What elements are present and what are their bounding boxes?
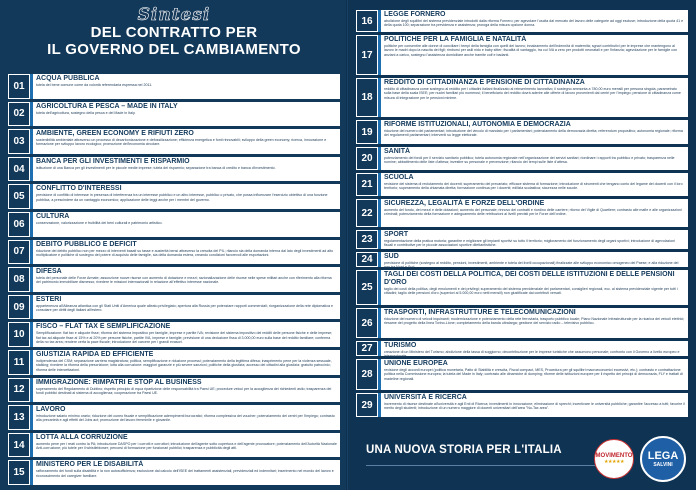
- program-item: [356, 35, 688, 75]
- item-box: [30, 74, 340, 99]
- item-title: POLITICHE PER LA FAMIGLIA E NATALITÀ: [384, 36, 527, 43]
- item-text: aumento del fondo, dei mezzi e delle dotazioni; aumento del personale; rinnovo dei contratti e riordino delle carriere; ritorno del Vigile di Quartiere; contrasto alle mafie e alle organizzazioni criminali; potenziamento della formazione e adeguamento delle retribuzioni ai livelli previsti per le Forze dell'ordine.: [384, 208, 682, 217]
- item-text: aumento pene per i reati contro la PA; introduzione DASPO per i corrotti e corruttori; introduzione dell'agente sotto copertura e dell'agente provocatore; potenziamento dell'Autorità Nazionale Anti-corruzione; più tutele per il whistleblower; percorsi di formazione per funzionari pubblici; trasparenza e pubblicità degli atti.: [36, 441, 337, 451]
- item-box: [30, 267, 340, 292]
- item-title: SPORT: [384, 231, 409, 238]
- program-item: [8, 322, 340, 347]
- item-title: TURISMO: [384, 342, 417, 349]
- item-text: potenziamento dei fondi per il servizio sanitario pubblico; tutela autonomia regionale nell'organizzazione dei servizi sanitari; riordinare i rapporti tra pubblico e privato; trasparenza nelle nomine; abbattimento delle liste d'attesa; investire su personale e prevenzione; rilancio dei tempi sulle liste d'attesa.: [384, 156, 675, 165]
- lega-logo-text: LEGA: [647, 449, 679, 462]
- item-box: [378, 35, 688, 75]
- item-text: istituzione di una Banca per gli investimenti per le piccole medie imprese; tutela del risparmio; separazione tra banca di credito e banca d'investimento.: [36, 165, 276, 170]
- item-text: riduzione del numero di veicoli inquinanti; modernizzazione e potenziamento della rete ferroviaria, trasporto pubblico locale; Piano Nazionale Infrastrutturale per la ricarica dei veicoli elettrici; riesame del progetto della linea Torino-Lione; completamento della banda ultralarga; gestione del servizio radio – televisivo pubblico.: [384, 317, 685, 326]
- item-title: UNIVERSITÀ E RICERCA: [384, 394, 467, 401]
- item-number: 07: [8, 240, 30, 265]
- item-text: superamento del Regolamento di Dublino; rispetto principio di equa ripartizione delle responsabilità tra Paesi UE; procedure veloci per la accoglienza dei richiedenti asilo; trasparenza dei fondi pubblici destinati al sistema di accoglienza; cooperazione tra Paesi UE.: [36, 386, 332, 395]
- item-title: ESTERI: [36, 295, 62, 303]
- item-number: 01: [8, 74, 30, 99]
- lega-logo: [640, 436, 686, 482]
- item-box: [30, 322, 340, 347]
- item-box: [30, 157, 340, 182]
- item-text: rafforzamento dei fondi sulla disabilità e la non autosufficienza; esclusione dal calcolo dell'ISEE dei trattamenti assistenziali, previdenziali ed indennitari; inserimento nel mondo del lavoro e riconoscimento del caregiver familiare.: [36, 469, 334, 478]
- item-number: 14: [8, 433, 30, 458]
- program-item: [8, 102, 340, 127]
- item-text: taglio dei costi della politica, degli emolumenti e dei privilegi; superamento del sistema previdenziale dei parlamentari, consiglieri regionali, ecc. al sistema previdenziale vigente per tutti i cittadini; taglio delle pensioni d'oro (superiori ai 5.000,00 euro netti mensili) non giustificate dai contributi versati.: [384, 287, 678, 296]
- item-number: 05: [8, 184, 30, 209]
- item-number: 28: [356, 359, 378, 390]
- item-box: [378, 199, 688, 227]
- item-box: [30, 184, 340, 209]
- program-item: [8, 184, 340, 209]
- item-text: tutela del personale delle Forze Armate; assunzione nuove risorse con aumento di dotazione e mezzi; razionalizzazione delle risorse nelle spese militari anche con riferimento alla riforma del patrimonio immobiliare dismesso; rivedere le missioni internazionali in relazione all'effettivo interesse nazionale.: [36, 276, 332, 285]
- item-text: previsione di conflitto di interesse in presenza di interferenza tra un interesse pubblico e un altro interesse, pubblico o privato, che possa influenzare l'esercizio obiettivo di una funzione pubblica, a prescindere da un vantaggio economico; applicazione delle leggi anche per i membri del governo.: [36, 193, 328, 202]
- item-text: revisione del sistema di reclutamento dei docenti; superamento del precariato; efficace sistema di formazione; introduzione di strumenti che tengano conto del legame dei docenti con il loro territorio; superamento della chiamata diretta; formazione continua per i docenti; edilizia scolastica; sicurezza nelle scuole.: [384, 182, 683, 191]
- item-title: TRASPORTI, INFRASTRUTTURE E TELECOMUNICAZIONI: [384, 309, 576, 316]
- item-box: [30, 350, 340, 375]
- item-title: SANITÀ: [384, 148, 411, 155]
- item-box: [30, 129, 340, 154]
- program-item: [8, 157, 340, 182]
- m5s-stars-icon: ★★★★★: [604, 459, 624, 465]
- program-item: [356, 341, 688, 359]
- item-number: 27: [356, 341, 378, 356]
- item-box: [378, 10, 688, 32]
- item-number: 26: [356, 308, 378, 338]
- program-item: [8, 295, 340, 320]
- program-item: [8, 129, 340, 154]
- item-box: [378, 393, 688, 417]
- item-title: LEGGE FORNERO: [384, 11, 446, 18]
- item-box: [30, 102, 340, 127]
- item-number: 23: [356, 230, 378, 249]
- item-title: LAVORO: [36, 406, 66, 414]
- item-title: TAGLI DEI COSTI DELLA POLITICA, DEI COSTI DELLE ISTITUZIONI E DELLE PENSIONI D'ORO: [384, 271, 675, 286]
- header-sintesi: Sintesi: [137, 5, 211, 25]
- program-item: [356, 252, 688, 270]
- item-number: 21: [356, 173, 378, 196]
- item-title: CULTURA: [36, 213, 70, 220]
- item-number: 13: [8, 405, 30, 430]
- item-text: tutela del bene comune come da volontà referendaria espressa nel 2011.: [36, 83, 153, 87]
- program-item: [356, 10, 688, 32]
- program-item: [356, 78, 688, 117]
- footer-title: UNA NUOVA STORIA PER L'ITALIA: [366, 444, 562, 456]
- program-item: [356, 199, 688, 227]
- item-number: 18: [356, 78, 378, 117]
- item-title: LOTTA ALLA CORRUZIONE: [36, 433, 128, 441]
- item-text: indipendenza del CSM; separazione carriera magistratura; politica, semplificazione e riduzione processi; potenziamento della legittima difesa; inasprimento pene per la violenza sessuale, stalking; rivedere la riforma della prescrizione; lotta alla corruzione: maggiori garanzie e più severe sanzioni; politiche della giustizia; accesso dei cittadini alla giustizia: gratuito patrocinio; riforma delle intercettazioni.: [36, 359, 332, 372]
- item-box: [378, 252, 688, 270]
- item-number: 29: [356, 393, 378, 417]
- m5s-logo: [594, 439, 634, 479]
- item-title: MINISTERO PER LE DISABILITÀ: [36, 461, 144, 469]
- item-title: AMBIENTE, GREEN ECONOMY E RIFIUTI ZERO: [36, 130, 194, 138]
- item-text: reddito di cittadinanza come sostegno al reddito per i cittadini italiani finalizzato al reinserimento lavorativo; il sostegno ammonta a 780,00 euro mensili per persona singola, parametrato sulla base della scala ISEE; per nuclei familiari più numerosi; il beneficiario del reddito dovrà aderire alle offerte di lavoro provenienti dai centri per l'impiego; pensione di cittadinanza come misura di integrazione per le pensioni minime.: [384, 87, 681, 100]
- item-title: BANCA PER GLI INVESTIMENTI E RISPARMIO: [36, 157, 190, 165]
- item-box: [30, 405, 340, 430]
- item-box: [378, 341, 688, 359]
- item-number: 06: [8, 212, 30, 237]
- footer-divider: [366, 465, 596, 466]
- program-item: [356, 393, 688, 417]
- item-box: [378, 173, 688, 196]
- program-item: [8, 267, 340, 292]
- program-item: [356, 270, 688, 305]
- program-item: [356, 120, 688, 144]
- item-title: CONFLITTO D'INTERESSI: [36, 185, 122, 193]
- program-item: [356, 147, 688, 170]
- item-box: [30, 295, 340, 320]
- item-title: REDDITO DI CITTADINANZA E PENSIONE DI CITTADINANZA: [384, 79, 585, 86]
- item-number: 24: [356, 252, 378, 267]
- item-title: AGRICOLTURA E PESCA – MADE IN ITALY: [36, 102, 178, 110]
- program-item: [8, 378, 340, 403]
- item-box: [378, 308, 688, 338]
- item-number: 08: [8, 267, 30, 292]
- item-number: 02: [8, 102, 30, 127]
- item-box: [30, 240, 340, 265]
- item-text: previsione di politiche (sostegno al reddito, pensioni, investimenti, ambiente e tutela dei livelli occupazionali) finalizzate alle sviluppo economico omogeneo del Paese; e alla riduzione del gap tra Nord e Sud.: [384, 261, 679, 270]
- item-number: 17: [356, 35, 378, 75]
- program-item: [356, 359, 688, 390]
- item-title: ACQUA PUBBLICA: [36, 75, 100, 82]
- item-box: [30, 460, 340, 485]
- program-item: [356, 173, 688, 196]
- item-number: 09: [8, 295, 30, 320]
- item-text: riduzione del numero dei parlamentari; introduzione del vincolo di mandato per i parlamentari; potenziamento della democrazia diretta; referendum propositivo; autonomia regionale; riforma dei regolamenti parlamentari; interventi su legge elettorale.: [384, 129, 683, 138]
- item-number: 04: [8, 157, 30, 182]
- item-title: RIFORME ISTITUZIONALI, AUTONOMIA E DEMOCRAZIA: [384, 121, 571, 128]
- item-number: 25: [356, 270, 378, 305]
- item-text: tutela dell'agricoltura, sostegno della pesca e del Made in Italy.: [36, 110, 136, 115]
- program-item: [8, 350, 340, 375]
- program-item: [8, 433, 340, 458]
- party-logos: [594, 436, 686, 482]
- item-box: [378, 78, 688, 117]
- item-text: creazione di un Ministero del Turismo; abolizione della tassa di soggiorno; decontribuzione per le imprese turistiche che assumono personale; confronto con il Governo a livello europeo e internazionale.: [384, 350, 680, 359]
- item-number: 12: [8, 378, 30, 403]
- item-text: riduzione del debito pubblico non per mezzo di interventi basati su tasse e austerità bensì attraverso la crescita del PIL; rilancio sia della domanda interna dal lato degli investimenti ad alto moltiplicatore e politiche di sostegno del potere di acquisto delle famiglie, sia della domanda estera, creando condizioni favorevoli alle esportazioni.: [36, 248, 334, 257]
- item-title: IMMIGRAZIONE: RIMPATRI E STOP AL BUSINESS: [36, 378, 202, 386]
- program-item: [8, 74, 340, 99]
- program-item: [356, 308, 688, 338]
- item-title: DIFESA: [36, 268, 62, 276]
- item-text: revisione degli accordi europei (politica monetaria, Patto di Stabilità e crescita, Fiscal compact, MES, Procedura per gli squilibri macroeconomici eccessivi, etc.); contrasto e contrattazione politica nella Commissione europea; la tutela del Made in Italy; contrasto alle dinamiche di dumping; riforme delle istituzioni europee per il rispetto dei principi di democrazia, FLY e trattati di madeline regionali.: [384, 368, 683, 381]
- item-title: UNIONE EUROPEA: [384, 360, 448, 367]
- item-box: [30, 433, 340, 458]
- item-title: SICUREZZA, LEGALITÀ E FORZE DELL'ORDINE: [384, 200, 545, 207]
- item-text: appartenenza all'Alleanza atlantica con gli Stati Uniti d'America quale alleato privilegiato; apertura alla Russia per potenziare rapporti commerciali; riorganizzazione della rete diplomatica e consolare per diritti degli italiani all'estero.: [36, 303, 334, 313]
- item-text: conservazione, valorizzazione e fruibilità dei beni culturali e patrimonio artistico.: [36, 221, 163, 225]
- item-number: 22: [356, 199, 378, 227]
- program-item: [8, 240, 340, 265]
- item-box: [378, 120, 688, 144]
- item-number: 16: [356, 10, 378, 32]
- item-box: [378, 230, 688, 249]
- item-text: introduzione salario minimo orario; riduzione del cuneo fiscale e semplificazione adempimenti burocratici; riforma complessiva dei voucher; potenziamento dei centri per l'impiego; contrasto alla precarietà e agli effetti del Jobs act; promozione del lavoro femminile e giovanile.: [36, 414, 335, 423]
- item-number: 03: [8, 129, 30, 154]
- item-box: [378, 359, 688, 390]
- salvini-logo-text: SALVINI: [653, 461, 673, 468]
- item-text: Semplificazione: flat tax e aliquote fisse; riforma del sistema impositivo per famiglie, imprese e partite IVA; revisione del sistema impositivo dei redditi delle persone fisiche e delle imprese; flat tax ad aliquote fisse al 15% e al 20% per persone fisiche, partite IVA, imprese e famiglie; previsione di una deduzione fissa di 3.000,00 euro sulla base del reddito familiare; conferma della no tax area; rendere certa la pace fiscale; introduzione del carcere per i grandi evasori.: [36, 331, 333, 344]
- item-number: 15: [8, 460, 30, 485]
- program-item: [356, 230, 688, 249]
- item-title: DEBITO PUBBLICO E DEFICIT: [36, 240, 137, 248]
- header: [8, 0, 340, 62]
- program-item: [8, 212, 340, 237]
- item-box: [30, 212, 340, 237]
- header-title-line1: DEL CONTRATTO PER: [90, 24, 258, 41]
- item-title: FISCO – FLAT TAX E SEMPLIFICAZIONE: [36, 323, 171, 331]
- item-box: [378, 147, 688, 170]
- program-item: [8, 460, 340, 485]
- item-title: SUD: [384, 253, 399, 260]
- right-column: [348, 0, 696, 490]
- item-number: 11: [8, 350, 30, 375]
- program-item: [8, 405, 340, 430]
- m5s-logo-text: MOVIMENTO: [595, 453, 633, 459]
- item-number: 19: [356, 120, 378, 144]
- item-number: 20: [356, 147, 378, 170]
- header-title-line2: IL GOVERNO DEL CAMBIAMENTO: [47, 41, 301, 58]
- item-text: regolamentazione della pratica motoria; garantire e migliorare gli impianti sportivi su tutto il territorio; miglioramento del funzionamento degli organi sportivi; introduzione di agevolazioni fiscali e contributive per le piccole associazioni sportive dilettantistiche.: [384, 239, 676, 248]
- item-text: abolizione degli squilibri del sistema previdenziale introdotti dalla riforma Fornero; per agevolare l'uscita dal mercato del lavoro delle categorie ad oggi escluse; introduzione della quota 41 e della quota 100; separazione tra previdenza e assistenza; proroga della misura opzione donna.: [384, 19, 684, 28]
- item-text: sostenibilità ambientale attraverso un processo di decarbonizzazione e defossilizzazione; efficienza energetica e fonti rinnovabili; sviluppo della green economy; ricerca, innovazione e formazione per sviluppo lavoro ecologico; promozione dell'economia circolare.: [36, 138, 327, 147]
- item-box: [378, 270, 688, 305]
- item-title: SCUOLA: [384, 174, 414, 181]
- item-box: [30, 378, 340, 403]
- item-text: politiche per consentire alle donne di conciliare i tempi della famiglia con quelli del lavoro; innalzamento dell'indennità di maternità; sgravi contributivi per le imprese che mantengono al lavoro le madri dopo la nascita dei figli; rimborsi per asili nido e baby sitter; fiscalità di vantaggio, tra cui IVA a zero per prodotti neonatali e per l'infanzia; agevolazione per le famiglie con anziani a carico, sostegno l'assistenza domiciliare anche tramite colf e badanti.: [384, 44, 678, 57]
- item-number: 10: [8, 322, 30, 347]
- item-text: incremento di risorse destinate all'università e agli Enti di Ricerca; investimenti in innovazione; eliminazione di sprechi; incentivare le università pubbliche; garantire l'accesso a tutti; favorire il merito degli studenti; introduzione di un numero maggiore di docenti universitari dell'area "No-Tax area".: [384, 402, 685, 411]
- item-title: GIUSTIZIA RAPIDA ED EFFICIENTE: [36, 351, 154, 358]
